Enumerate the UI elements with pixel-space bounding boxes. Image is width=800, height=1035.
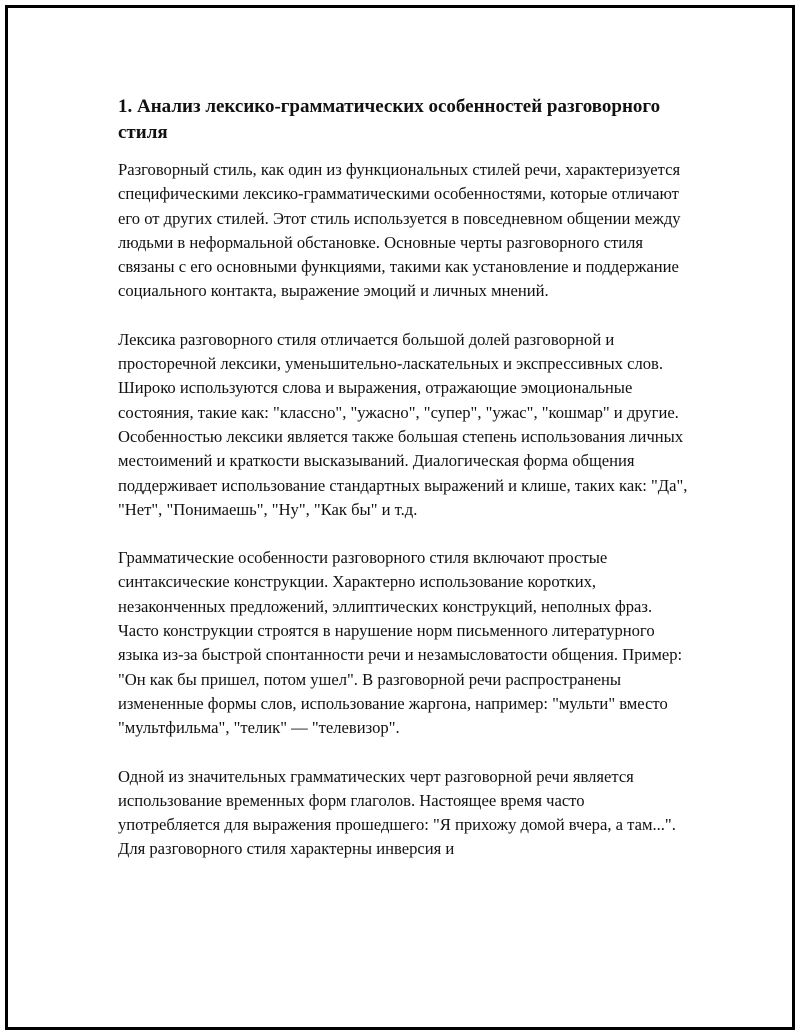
document-body bbox=[118, 94, 690, 886]
section-heading: 1. Анализ лексико-грамматических особенностей разговорного стиля bbox=[118, 96, 661, 143]
paragraph-3: Грамматические особенности разговорного стиля включают простые синтаксические конструкции. Характерно использование коротких, незаконченных предложений, эллиптических конструкций, неполных фраз. Часто конструкции строятся в нарушение норм письменного литературного языка из-за быстрой спонтанности речи и незамысловатости общения. Пример: "Он как бы пришел, потом ушел". В разговорной речи распространены измененные формы слов, использование жаргона, например: "мульти" вместо "мультфильма", "телик" — "телевизор". bbox=[118, 548, 683, 738]
paragraph-4: Одной из значительных грамматических черт разговорной речи является использование временных форм глаголов. Настоящее время часто употребляется для выражения прошедшего: "Я прихожу домой вчера, а там...". Для разговорного стиля характерны инверсия и bbox=[118, 766, 676, 859]
paragraph-1: Разговорный стиль, как один из функциональных стилей речи, характеризуется специфическими лексико-грамматическими особенностями, которые отличают его от других стилей. Этот стиль используется в повседневном общении между людьми в неформальной обстановке. Основные черты разговорного стиля связаны с его основными функциями, такими как установление и поддержание социального контакта, выражение эмоций и личных мнений. bbox=[118, 160, 681, 301]
paragraph-2: Лексика разговорного стиля отличается большой долей разговорной и просторечной лексики, уменьшительно-ласкательных и экспрессивных слов. Широко используются слова и выражения, отражающие эмоциональные состояния, такие как: "классно", "ужасно", "супер", "ужас", "кошмар" и другие. Особенностью лексики является также большая степень использования личных местоимений и краткости высказываний. Диалогическая форма общения поддерживает использование стандартных выражений и клише, таких как: "Да", "Нет", "Понимаешь", "Ну", "Как бы" и т.д. bbox=[118, 329, 688, 519]
